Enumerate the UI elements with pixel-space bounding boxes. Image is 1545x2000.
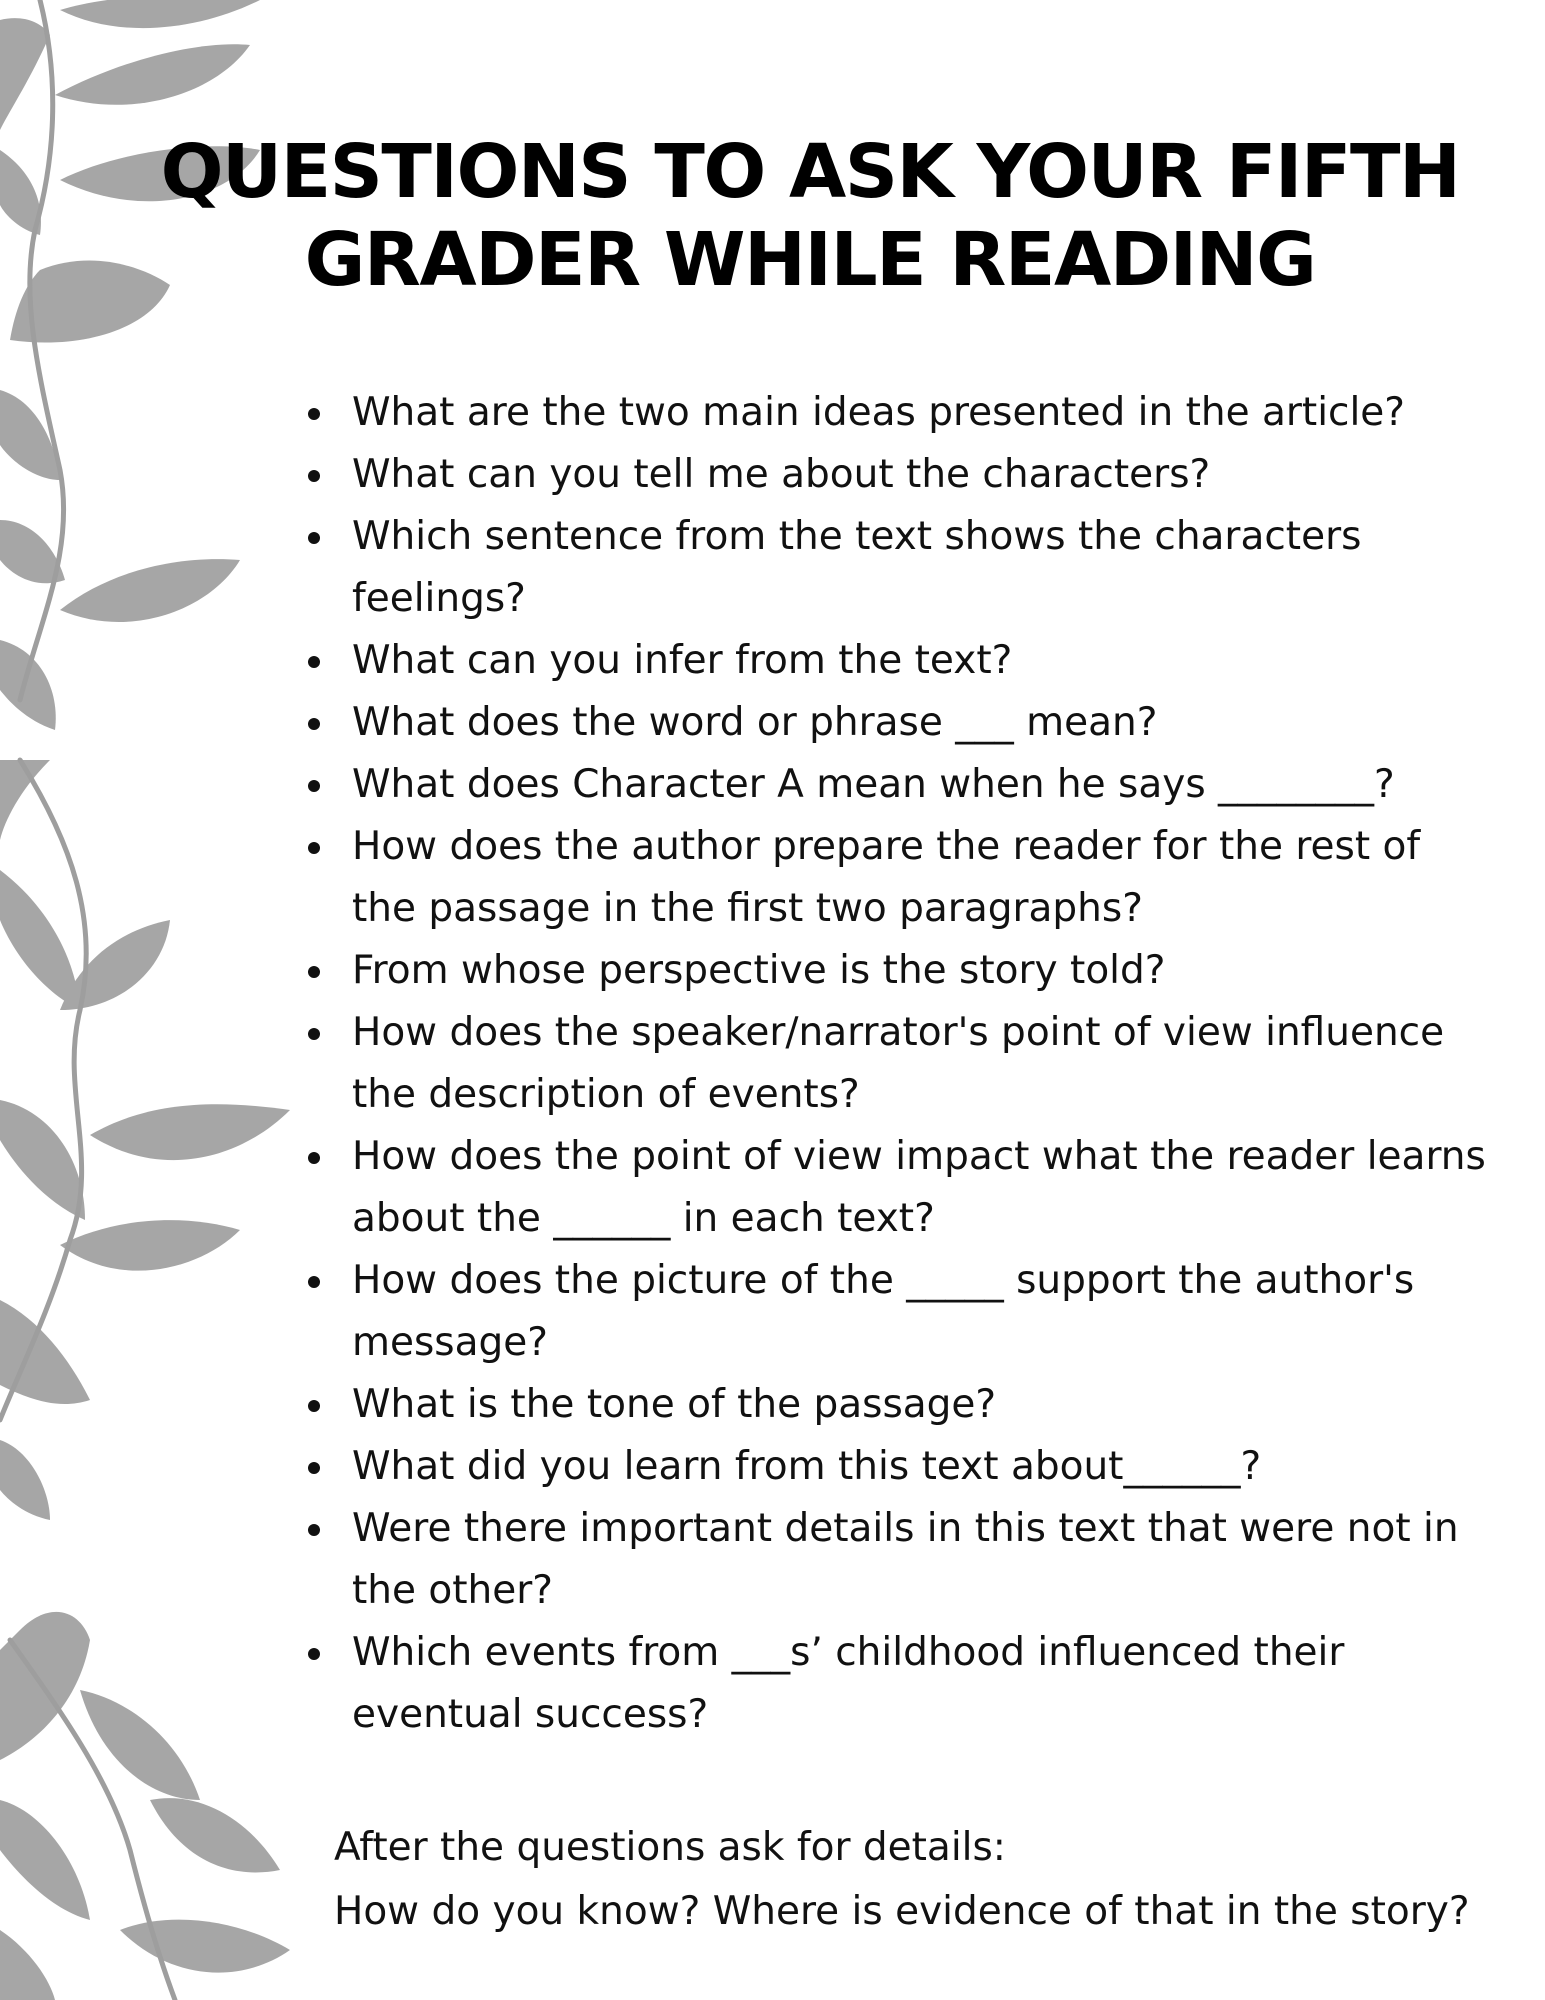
question-list [300, 382, 1492, 1746]
list-item: How does the picture of the _____ support the author's message? [352, 1250, 1492, 1374]
leaf-shape [0, 1440, 50, 1520]
list-item: Were there important details in this text that were not in the other? [352, 1498, 1492, 1622]
leaf-shape [90, 1104, 290, 1160]
leaf-shape [60, 1220, 240, 1271]
leaf-shape [120, 1920, 290, 1973]
leaf-shape [0, 1800, 90, 1920]
stem-line [20, 0, 64, 700]
after-prompt: How do you know? Where is evidence of that in the story? [334, 1889, 1470, 1934]
page-title: QUESTIONS TO ASK YOUR FIFTH GRADER WHILE READING [160, 129, 1460, 303]
leaf-shape [0, 1100, 85, 1220]
after-questions-section [334, 1816, 1514, 1944]
leaf-shape [0, 1930, 55, 2000]
leaf-shape [60, 0, 260, 28]
list-item: What did you learn from this text about______? [352, 1436, 1492, 1498]
leaf-shape [60, 559, 240, 622]
list-item: How does the speaker/narrator's point of view influence the description of events? [352, 1002, 1492, 1126]
leaf-shape [0, 870, 80, 1010]
list-item: What can you tell me about the characters? [352, 444, 1492, 506]
leaf-shape [0, 18, 50, 130]
leaf-shape [150, 1798, 280, 1872]
leaf-shape [80, 1690, 200, 1800]
list-item: What does Character A mean when he says ________? [352, 754, 1492, 816]
after-label: After the questions ask for details: [334, 1825, 1006, 1870]
list-item: What are the two main ideas presented in the article? [352, 382, 1492, 444]
list-item: Which events from ___s’ childhood influenced their eventual success? [352, 1622, 1492, 1746]
leaf-shape [60, 920, 170, 1010]
list-item: How does the author prepare the reader for the rest of the passage in the first two paragraphs? [352, 816, 1492, 940]
list-item: Which sentence from the text shows the characters feelings? [352, 506, 1492, 630]
list-item: What is the tone of the passage? [352, 1374, 1492, 1436]
leaf-shape [0, 640, 56, 730]
list-item: From whose perspective is the story told? [352, 940, 1492, 1002]
list-item: How does the point of view impact what the reader learns about the ______ in each text? [352, 1126, 1492, 1250]
leaf-shape [55, 44, 250, 105]
list-item: What can you infer from the text? [352, 630, 1492, 692]
list-item: What does the word or phrase ___ mean? [352, 692, 1492, 754]
